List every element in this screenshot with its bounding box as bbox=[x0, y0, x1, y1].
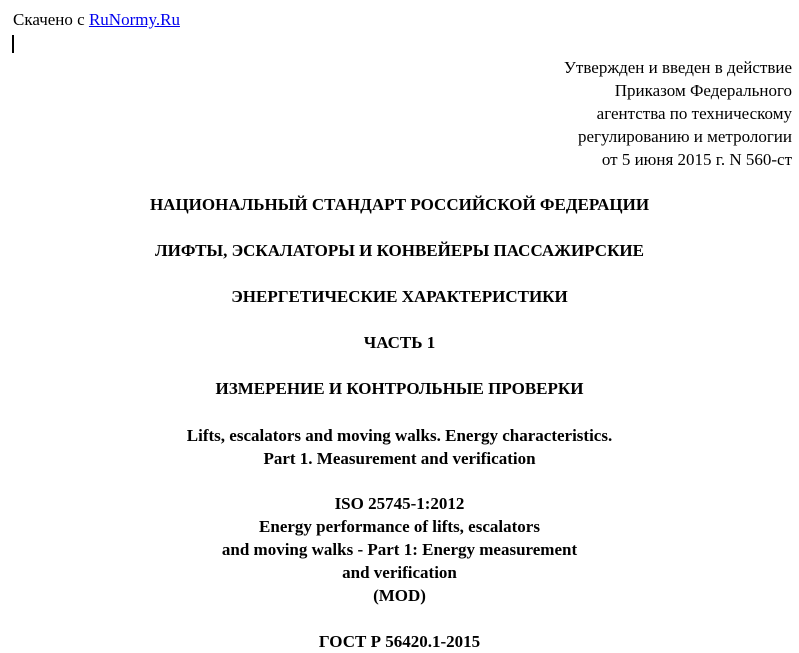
iso-modification: (MOD) bbox=[373, 586, 426, 605]
approval-line: регулированию и метрологии bbox=[577, 127, 792, 146]
approval-line: от 5 июня 2015 г. N 560-ст bbox=[601, 150, 792, 169]
download-source-line bbox=[13, 9, 180, 31]
part-title-heading: ИЗМЕРЕНИЕ И КОНТРОЛЬНЫЕ ПРОВЕРКИ bbox=[215, 379, 584, 398]
gost-number: ГОСТ Р 56420.1-2015 bbox=[318, 632, 481, 651]
iso-code: ISO 25745-1:2012 bbox=[334, 494, 465, 513]
approval-line: Приказом Федерального bbox=[614, 81, 792, 100]
approval-line: Утвержден и введен в действие bbox=[563, 58, 792, 77]
download-prefix: Скачено с bbox=[13, 10, 89, 29]
iso-title-line-3: and verification bbox=[342, 563, 457, 582]
english-title-line-2: Part 1. Measurement and verification bbox=[263, 449, 536, 468]
standard-title-heading: ЛИФТЫ, ЭСКАЛАТОРЫ И КОНВЕЙЕРЫ ПАССАЖИРСКИЕ bbox=[155, 241, 644, 260]
text-cursor bbox=[12, 35, 14, 53]
english-title-line-1: Lifts, escalators and moving walks. Energy characteristics. bbox=[186, 426, 613, 445]
iso-title-line-2: and moving walks - Part 1: Energy measurement bbox=[221, 540, 578, 559]
approval-block bbox=[564, 56, 792, 171]
approval-line: агентства по техническому bbox=[596, 104, 792, 123]
standard-subtitle-heading: ЭНЕРГЕТИЧЕСКИЕ ХАРАКТЕРИСТИКИ bbox=[231, 287, 568, 306]
part-heading: ЧАСТЬ 1 bbox=[363, 333, 436, 352]
standard-type-heading: НАЦИОНАЛЬНЫЙ СТАНДАРТ РОССИЙСКОЙ ФЕДЕРАЦИИ bbox=[149, 195, 650, 214]
runormy-link[interactable]: RuNormy.Ru bbox=[88, 10, 180, 29]
iso-title-line-1: Energy performance of lifts, escalators bbox=[259, 517, 540, 536]
